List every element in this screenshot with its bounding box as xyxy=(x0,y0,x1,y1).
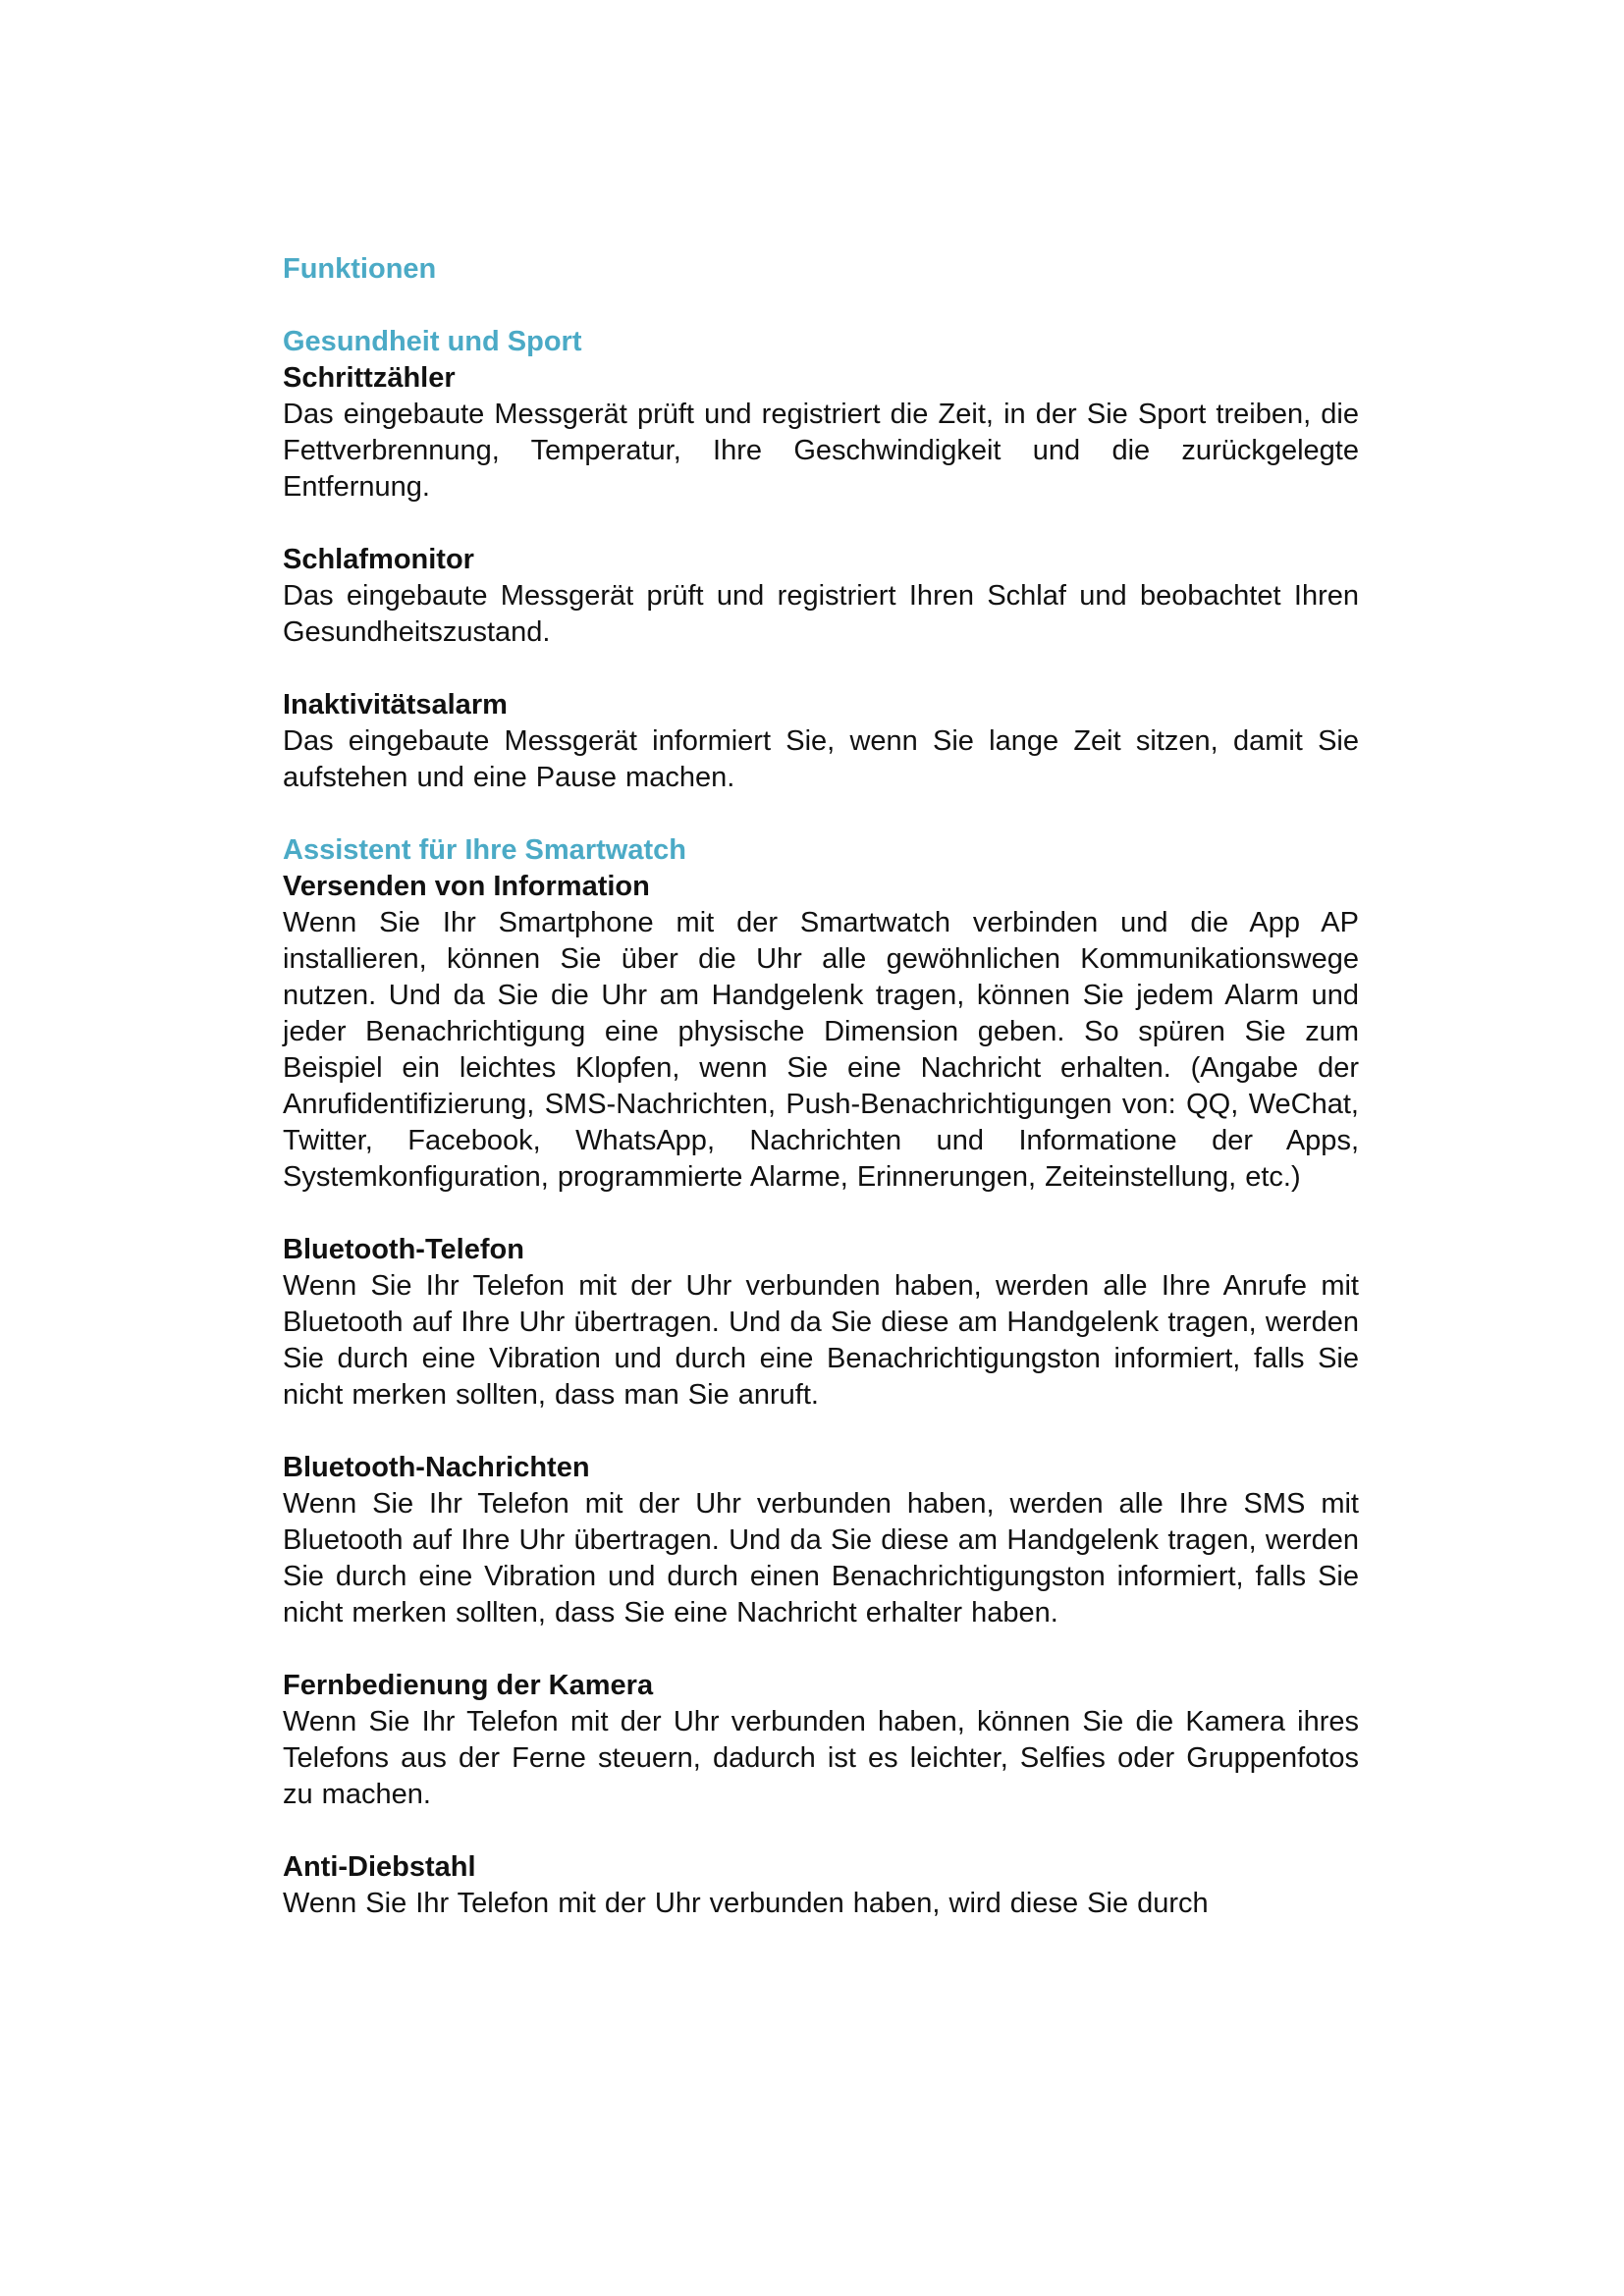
item-text: Wenn Sie Ihr Telefon mit der Uhr verbunden haben, wird diese Sie durch xyxy=(283,1888,1209,1919)
item-title: Schlafmonitor xyxy=(283,544,474,575)
item-text: Wenn Sie Ihr Telefon mit der Uhr verbunden haben, werden alle Ihre SMS mit Bluetooth auf Ihre Uhr übertragen. Und da Sie diese am Handgelenk tragen, werden Sie durch eine Vibration und durch einen Benachrichtigungston informiert, falls Sie nicht merken sollten, dass Sie eine Nachricht erhalter haben. xyxy=(283,1488,1359,1629)
item-pedometer xyxy=(283,360,1359,506)
page-content xyxy=(283,251,1359,1922)
item-title: Versenden von Information xyxy=(283,871,650,902)
item-text: Wenn Sie Ihr Telefon mit der Uhr verbunden haben, können Sie die Kamera ihres Telefons aus der Ferne steuern, dadurch ist es leichter, Selfies oder Gruppenfotos zu machen. xyxy=(283,1706,1359,1810)
section-title-health-sport: Gesundheit und Sport xyxy=(283,326,582,357)
item-text: Wenn Sie Ihr Smartphone mit der Smartwatch verbinden und die App AP installieren, können Sie über die Uhr alle gewöhnlichen Kommunikationswege nutzen. Und da Sie die Uhr am Handgelenk tragen, können Sie jedem Alarm und jeder Benachrichtigung eine physische Dimension geben. So spüren Sie zum Beispiel ein leichtes Klopfen, wenn Sie eine Nachricht erhalten. (Angabe der Anrufidentifizierung, SMS-Nachrichten, Push-Benachrichtigungen von: QQ, WeChat, Twitter, Facebook, WhatsApp, Nachrichten und Informatione der Apps, Systemkonfiguration, programmierte Alarme, Erinnerungen, Zeiteinstellung, etc.) xyxy=(283,907,1359,1193)
item-title: Inaktivitätsalarm xyxy=(283,689,508,721)
item-title: Anti-Diebstahl xyxy=(283,1851,476,1883)
item-inactivity-alarm xyxy=(283,687,1359,796)
item-camera-remote xyxy=(283,1668,1359,1813)
item-information-sending xyxy=(283,869,1359,1196)
item-title: Fernbedienung der Kamera xyxy=(283,1670,654,1701)
page-title: Funktionen xyxy=(283,253,437,285)
item-title: Bluetooth-Telefon xyxy=(283,1234,524,1265)
item-bluetooth-messages xyxy=(283,1450,1359,1631)
item-title: Bluetooth-Nachrichten xyxy=(283,1452,590,1483)
item-text: Das eingebaute Messgerät prüft und registriert die Zeit, in der Sie Sport treiben, die Fettverbrennung, Temperatur, Ihre Geschwindigkeit und die zurückgelegte Entfernung. xyxy=(283,399,1359,503)
item-text: Das eingebaute Messgerät informiert Sie, wenn Sie lange Zeit sitzen, damit Sie aufstehen und eine Pause machen. xyxy=(283,725,1359,793)
item-sleep-monitor xyxy=(283,542,1359,651)
item-title: Schrittzähler xyxy=(283,362,456,394)
section-title-smartwatch-assistant: Assistent für Ihre Smartwatch xyxy=(283,834,686,866)
item-anti-theft xyxy=(283,1849,1359,1922)
item-text: Das eingebaute Messgerät prüft und registriert Ihren Schlaf und beobachtet Ihren Gesundheitszustand. xyxy=(283,580,1359,648)
item-bluetooth-phone xyxy=(283,1232,1359,1414)
item-text: Wenn Sie Ihr Telefon mit der Uhr verbunden haben, werden alle Ihre Anrufe mit Bluetooth auf Ihre Uhr übertragen. Und da Sie diese am Handgelenk tragen, werden Sie durch eine Vibration und durch eine Benachrichtigungston informiert, falls Sie nicht merken sollten, dass man Sie anruft. xyxy=(283,1270,1359,1411)
